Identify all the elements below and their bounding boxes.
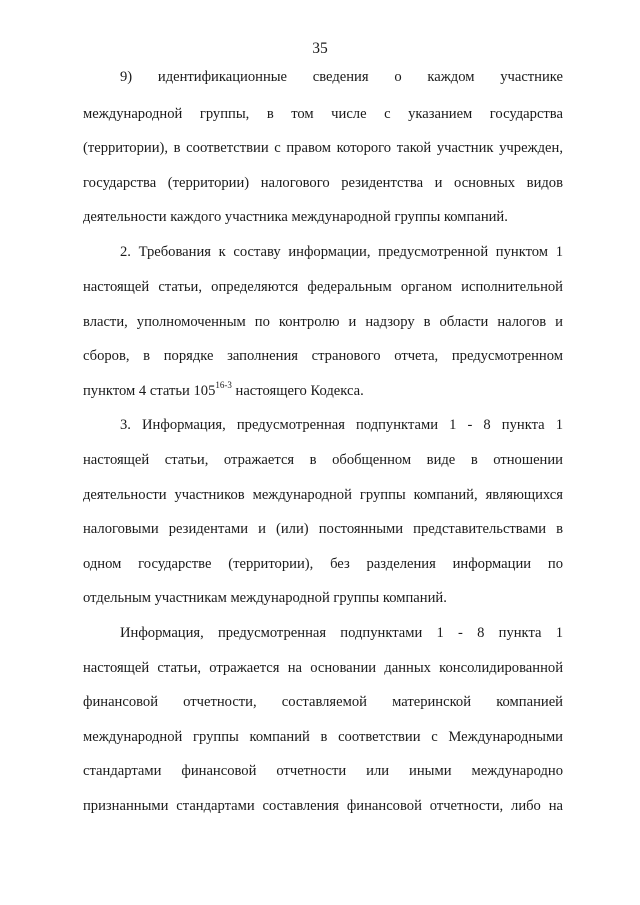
text-line: государства (территории) налогового резидентства и основных видов <box>83 175 563 191</box>
text-line: власти, уполномоченным по контролю и надзору в области налогов и <box>83 314 563 330</box>
text-line: 9) идентификационные сведения о каждом участнике <box>120 69 563 85</box>
text-line: отдельным участникам международной группы компаний. <box>83 590 447 606</box>
text-line: настоящей статьи, определяются федеральным органом исполнительной <box>83 279 563 295</box>
text-line: 3. Информация, предусмотренная подпунктами 1 - 8 пункта 1 <box>120 417 563 433</box>
text-line: международной группы, в том числе с указанием государства <box>83 106 563 122</box>
text-line: одном государстве (территории), без разделения информации по <box>83 556 563 572</box>
text-line: Информация, предусмотренная подпунктами 1 - 8 пункта 1 <box>120 625 563 641</box>
text-line: настоящей статьи, отражается в обобщенном виде в отношении <box>83 452 563 468</box>
text-line: международной группы компаний в соответствии с Международными <box>83 729 563 745</box>
text-line: 2. Требования к составу информации, предусмотренной пунктом 1 <box>120 244 563 260</box>
text-line: деятельности участников международной группы компаний, являющихся <box>83 487 563 503</box>
text-line: (территории), в соответствии с правом которого такой участник учрежден, <box>83 140 563 156</box>
text-fragment: настоящего Кодекса. <box>231 383 364 399</box>
superscript: 16-3 <box>215 380 232 391</box>
text-line: стандартами финансовой отчетности или иными международно <box>83 763 563 779</box>
text-line: финансовой отчетности, составляемой материнской компанией <box>83 694 563 710</box>
text-line: настоящей статьи, отражается на основании данных консолидированной <box>83 660 563 676</box>
text-line: налоговыми резидентами и (или) постоянными представительствами в <box>83 521 563 537</box>
text-line: сборов, в порядке заполнения странового отчета, предусмотренном <box>83 348 563 364</box>
text-fragment: пунктом 4 статьи 105 <box>83 383 216 399</box>
page-number: 35 <box>312 40 328 57</box>
text-line-with-superscript <box>83 381 563 401</box>
text-line: деятельности каждого участника международной группы компаний. <box>83 209 508 225</box>
text-line: признанными стандартами составления финансовой отчетности, либо на <box>83 798 563 814</box>
